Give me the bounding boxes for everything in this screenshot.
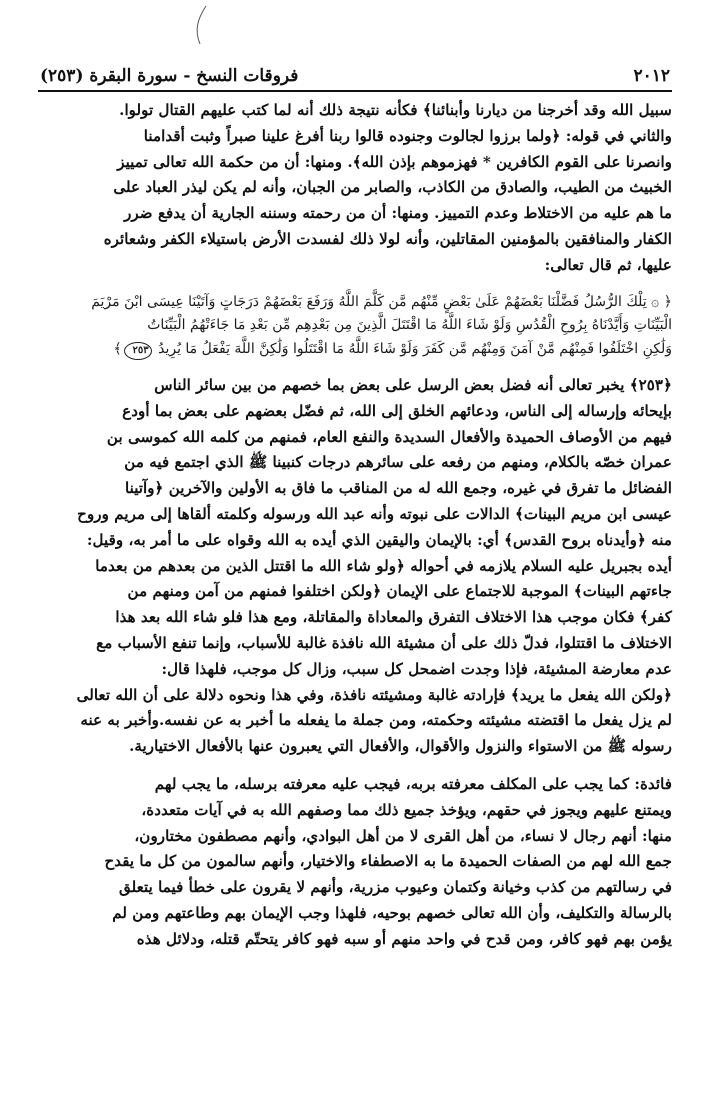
text-line: وانصرنا على القوم الكافرين * فهزموهم بإذن الله﴾. ومنها: أن من حكمة الله تعالى تمييز bbox=[117, 152, 672, 171]
text-line: والثاني في قوله: ﴿ولما برزوا لجالوت وجنوده قالوا ربنا أفرغ علينا صبراً وثبت أقدامنا bbox=[143, 126, 672, 145]
text-line: الخبيث من الطيب، والصادق من الكاذب، والصابر من الجبان، وأنه لم يكن ليذر العباد على bbox=[113, 178, 672, 197]
verse-closing-bracket: ﴾ bbox=[113, 340, 122, 357]
text-line: جاءتهم البينات﴾ الموجبة للاجتماع على الإيمان ﴿ولكن اختلفوا فمنهم من آمن ومنهم من bbox=[127, 582, 672, 601]
text-line: عيسى ابن مريم البينات﴾ الدالات على نبوته وأنه عبد الله ورسوله وكلمته ألقاها إلى مريم وروح bbox=[77, 505, 672, 524]
text-line: لم يزل يفعل ما اقتضته مشيئته وحكمته، ومن جملة ما يفعله ما أخبر به عن نفسه.وأخبر به عنه bbox=[80, 711, 672, 730]
text-line: جمع الله لهم من الصفات الحميدة ما به الاصطفاء والاختيار، وأنهم سالمون من كل ما يقدح bbox=[104, 852, 672, 871]
page-body bbox=[40, 98, 672, 953]
text-line: منه ﴿وأيدناه بروح القدس﴾ أي: بالإيمان واليقين الذي أيده به الله وقواه على ما أمر به، وقيل: bbox=[86, 530, 672, 549]
intro-paragraph bbox=[40, 98, 672, 279]
text-line: ويمتنع عليهم ويجوز في حقهم، ويؤخذ جميع ذلك مما وصفهم الله به في آيات متعددة، bbox=[141, 800, 672, 819]
verse-line bbox=[40, 338, 672, 362]
text-line: بالرسالة والتكليف، وأن الله تعالى خصهم بوحيه، فلهذا وجب الإيمان بهم وطاعتهم ومن لم bbox=[112, 904, 672, 923]
text-line: الكفار والمنافقين بالمؤمنين المقاتلين، وأنه لولا ذلك لفسدت الأرض باستيلاء الكفر وشعائره bbox=[103, 229, 672, 248]
scan-artifact-curve bbox=[0, 0, 708, 60]
running-title: فروقات النسخ - سورة البقرة (٢٥٣) bbox=[40, 66, 299, 86]
text-line: ﴿٢٥٣﴾ يخبر تعالى أنه فضل بعض الرسل على بعض بما خصهم من بين سائر الناس bbox=[154, 376, 672, 395]
text-line: عدم معارضة المشيئة، فإذا وجدت اضمحل كل سبب، وزال كل موجب، فلهذا قال: bbox=[161, 659, 672, 678]
text-line: عمران خصّه بالكلام، ومنهم من رفعه على سائرهم درجات كنبينا ﷺ الذي اجتمع فيه من bbox=[124, 453, 672, 472]
text-line: ﴿ولكن الله يفعل ما يريد﴾ فإرادته غالبة ومشيئته نافذة، وفي هذا ونحوه دلالة على أن الله تعالى bbox=[76, 685, 672, 704]
text-line: أيده بجبريل عليه السلام يلازمه في أحواله ﴿ولو شاء الله ما اقتتل الذين من بعدهم من بعدما bbox=[95, 556, 672, 575]
text-line: عليها، ثم قال تعالى: bbox=[544, 255, 672, 274]
header-rule bbox=[38, 90, 672, 92]
verse-line-text: وَلَٰكِنِ اخْتَلَفُوا فَمِنْهُم مَّنْ آمَنَ وَمِنْهُم مَّن كَفَرَ وَلَوْ شَاءَ اللَّهُ مَا اقْتَتَلُوا وَلَٰكِنَّ اللَّهَ يَفْعَلُ مَا يُرِيدُ bbox=[158, 340, 672, 357]
page-number: ٢٠١٢ bbox=[633, 66, 670, 86]
text-line: الاختلاف ما اقتتلوا، فدلّ ذلك على أن مشيئة الله نافذة غالبة للأسباب، وإنما تنفع الأسباب مع bbox=[96, 634, 672, 653]
quran-verse bbox=[40, 291, 672, 362]
text-line: رسوله ﷺ من الاستواء والنزول والأقوال، والأفعال التي يعبرون عنها بالأفعال الاختيارية. bbox=[129, 737, 672, 756]
text-line: يؤمن بهم فهو كافر، ومن قدح في واحد منهم أو سبه فهو كافر يتحتّم قتله، ودلائل هذه bbox=[136, 929, 672, 948]
text-line: في رسالتهم من كذب وخيانة وكتمان وعيوب مزرية، وأنهم لا يقرون على خطأ فيما يتعلق bbox=[118, 878, 672, 897]
text-line: منها: أنهم رجال لا نساء، من أهل القرى لا من أهل البوادي، وأنهم مصطفون مختارون، bbox=[134, 826, 672, 845]
faida-paragraph bbox=[40, 772, 672, 953]
text-line: فيهم من الأوصاف الحميدة والأفعال السديدة والنفع العام، فمنهم من كلمه الله كموسى بن bbox=[106, 427, 672, 446]
text-line: بإيحائه وإرساله إلى الناس، ودعائهم الخلق إلى الله، ثم فضّل بعضهم على بعض بما أودع bbox=[122, 401, 672, 420]
verse-line: ﴿ ۞ تِلْكَ الرُّسُلُ فَضَّلْنَا بَعْضَهُمْ عَلَىٰ بَعْضٍ مِّنْهُم مَّن كَلَّمَ اللَّهُ وَرَفَعَ بَعْضَهُمْ دَرَجَاتٍ وَآتَيْنَا عِيسَى ابْنَ مَرْيَمَ bbox=[91, 293, 672, 310]
tafsir-paragraph bbox=[40, 373, 672, 760]
page-header bbox=[40, 62, 670, 86]
verse-line: الْبَيِّنَاتِ وَأَيَّدْنَاهُ بِرُوحِ الْقُدُسِ وَلَوْ شَاءَ اللَّهُ مَا اقْتَتَلَ الَّذِينَ مِن بَعْدِهِم مِّن بَعْدِ مَا جَاءَتْهُمُ الْبَيِّنَاتُ bbox=[147, 317, 672, 334]
ayah-number-marker: ٢٥٣ bbox=[124, 342, 152, 360]
text-line: ما هم عليه من الاختلاط وعدم التمييز. ومنها: أن من رحمته وسننه الجارية أن يدفع ضرر bbox=[124, 204, 672, 223]
text-line: سبيل الله وقد أخرجنا من ديارنا وأبنائنا﴾ فكأنه نتيجة ذلك أنه لما كتب عليهم القتال تولوا. bbox=[119, 101, 672, 119]
text-line: فائدة: كما يجب على المكلف معرفته بربه، فيجب عليه معرفته برسله، ما يجب لهم bbox=[154, 775, 672, 794]
text-line: كفر﴾ فكان موجب هذا الاختلاف التفرق والمعاداة والمقاتلة، ومع هذا فلو شاء الله بعد هذا bbox=[115, 608, 672, 627]
text-line: الفضائل ما تفرق في غيره، وجمع الله له من المناقب ما فاق به الأولين والآخرين ﴿وآتينا bbox=[124, 479, 672, 498]
